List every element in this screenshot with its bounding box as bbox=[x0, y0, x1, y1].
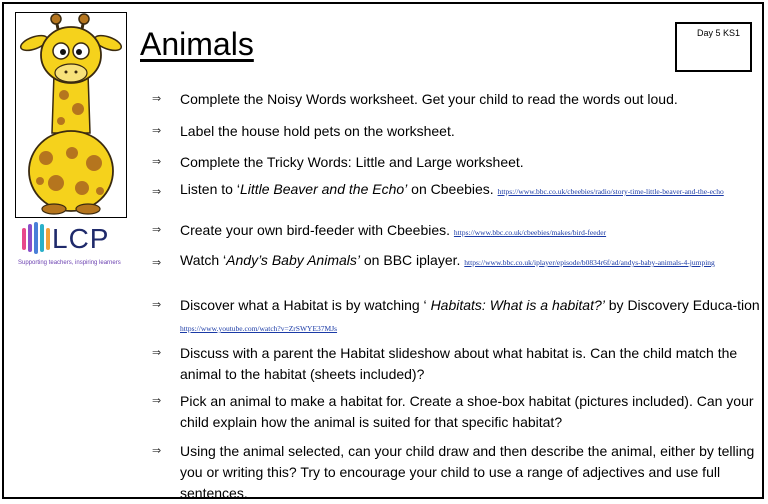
task-text: Complete the Tricky Words: Little and Large worksheet. bbox=[180, 154, 524, 170]
giraffe-illustration bbox=[15, 12, 127, 218]
task-text: Discover what a Habitat is by watching ‘ Habitats: What is a habitat?’ by Discovery Educa-tion https://www.youtube.com/watch?v=ZrSWYE37MJs bbox=[180, 297, 760, 333]
arrow-icon: ⇒ bbox=[152, 445, 162, 457]
page-title: Animals bbox=[140, 26, 254, 62]
arrow-icon: ⇒ bbox=[152, 93, 162, 105]
arrow-icon: ⇒ bbox=[152, 224, 162, 236]
lcp-logo bbox=[18, 218, 128, 268]
arrow-icon: ⇒ bbox=[152, 257, 162, 269]
bird-feeder-link[interactable]: https://www.bbc.co.uk/cbeebies/makes/bird-feeder bbox=[453, 228, 607, 237]
task-text: Label the house hold pets on the worksheet. bbox=[180, 123, 455, 139]
story-link[interactable]: https://www.bbc.co.uk/cbeebies/radio/story-time-little-beaver-and-the-echo bbox=[497, 187, 724, 196]
arrow-icon: ⇒ bbox=[152, 347, 162, 359]
lcp-logo-text: LCP bbox=[52, 223, 110, 254]
task-text: Watch ‘Andy’s Baby Animals’ on BBC iplayer. https://www.bbc.co.uk/iplayer/episode/b0834r6f/ad/andys-baby-animals-4-jumping bbox=[180, 252, 715, 268]
day-label: Day 5 KS1 bbox=[697, 28, 741, 38]
giraffe-icon bbox=[16, 13, 126, 217]
day-label-box bbox=[675, 22, 752, 72]
task-text: Create your own bird-feeder with Cbeebies. https://www.bbc.co.uk/cbeebies/makes/bird-feeder bbox=[180, 222, 607, 238]
task-text: Using the animal selected, can your child draw and then describe the animal, either by telling you or writing this? Try to encourage your child to use a range of adjectives and use full sentences. bbox=[180, 443, 755, 501]
task-text: Discuss with a parent the Habitat slideshow about what habitat is. Can the child match the animal to the habitat (sheets included)? bbox=[180, 345, 738, 382]
arrow-icon: ⇒ bbox=[152, 186, 162, 198]
lcp-tagline: Supporting teachers, inspiring learners bbox=[18, 260, 121, 266]
task-text: Pick an animal to make a habitat for. Create a shoe-box habitat (pictures included). Can your child explain how the animal is suited for that specific habitat? bbox=[180, 393, 754, 430]
task-text: Listen to ‘Little Beaver and the Echo’ on Cbeebies. https://www.bbc.co.uk/cbeebies/radio/story-time-little-beaver-and-the-echo bbox=[180, 181, 724, 197]
youtube-link[interactable]: https://www.youtube.com/watch?v=ZrSWYE37MJs bbox=[180, 324, 338, 333]
arrow-icon: ⇒ bbox=[152, 299, 162, 311]
arrow-icon: ⇒ bbox=[152, 156, 162, 168]
arrow-icon: ⇒ bbox=[152, 125, 162, 137]
lcp-bars-icon bbox=[22, 222, 50, 254]
iplayer-link[interactable]: https://www.bbc.co.uk/iplayer/episode/b0834r6f/ad/andys-baby-animals-4-jumping bbox=[464, 258, 715, 267]
task-text: Complete the Noisy Words worksheet. Get your child to read the words out loud. bbox=[180, 91, 678, 107]
arrow-icon: ⇒ bbox=[152, 395, 162, 407]
